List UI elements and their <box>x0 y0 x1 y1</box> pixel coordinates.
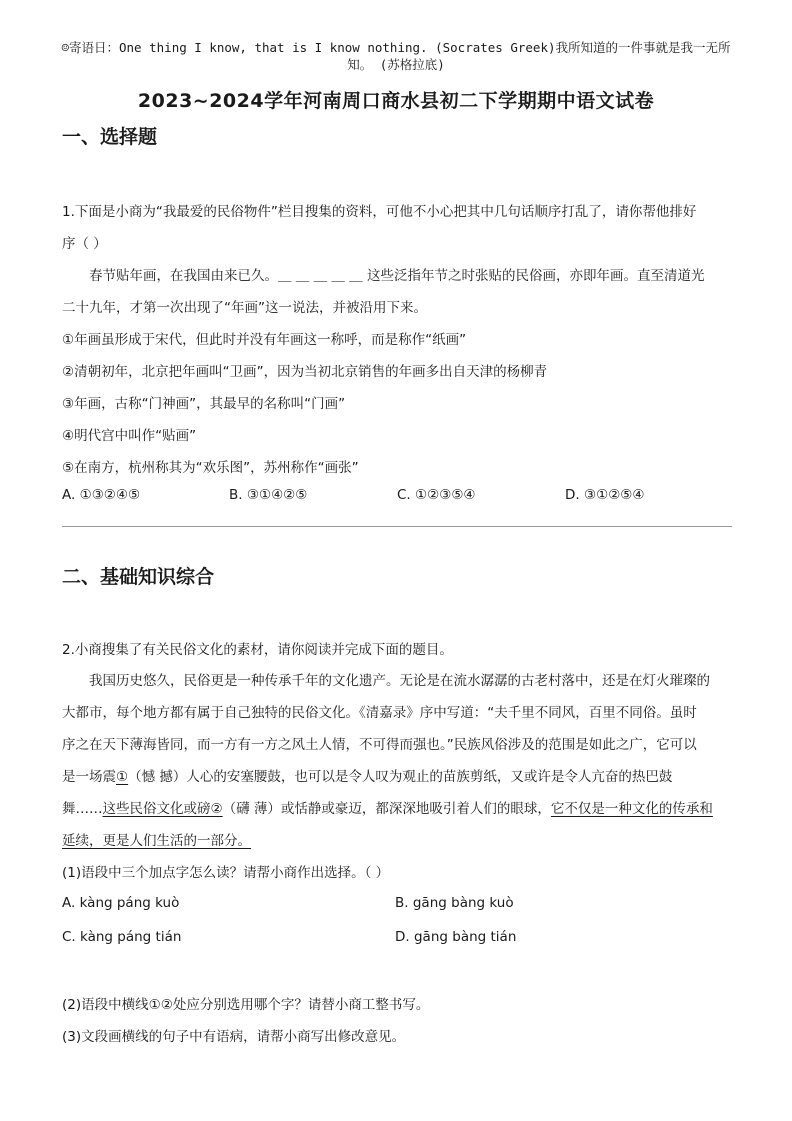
q1-option-d[interactable] <box>565 487 645 503</box>
document-title: 2023~2024学年河南周口商水县初二下学期期中语文试卷 <box>137 90 655 112</box>
q1-option-a[interactable] <box>62 487 140 503</box>
option-label: D. <box>565 487 580 503</box>
option-text: gāng bàng kuò <box>412 895 514 911</box>
q2-sub1-option-a[interactable] <box>62 895 179 911</box>
q1-passage-line-2: 二十九年，才第一次出现了“年画”这一说法，并被沿用下来。 <box>62 300 427 316</box>
option-text: ③①②⑤④ <box>583 487 645 503</box>
section-2-heading: 二、基础知识综合 <box>62 566 215 588</box>
q2-passage-line-2: 大都市，每个地方都有属于自己独特的民俗文化。《清嘉录》序中写道：“夫千里不同风，百里不同俗。虽时 <box>62 705 697 721</box>
q1-passage-line-1: 春节贴年画，在我国由来已久。＿ ＿ ＿ ＿ ＿ 这些泛指年节之时张贴的民俗画，亦即年画。直至清道光 <box>89 268 705 284</box>
q1-item-1: ①年画虽形成于宋代，但此时并没有年画这一称呼，而是称作“纸画” <box>62 332 467 348</box>
underlined-sentence-part-3: 延续，更是人们生活的一部分。 <box>62 833 251 849</box>
underlined-sentence-part-2: 它不仅是一种文化的传承和 <box>550 801 713 817</box>
passage-text: 舞…… <box>62 801 103 817</box>
passage-text: 是一场震 <box>62 769 116 785</box>
motto-line-2: 知。 (苏格拉底) <box>347 57 445 72</box>
q2-passage-line-1: 我国历史悠久，民俗更是一种传承千年的文化遗产。无论是在流水潺潺的古老村落中，还是在灯火璀璨的 <box>89 673 710 689</box>
option-label: A. <box>62 895 76 911</box>
passage-text: （礴 薄）或恬静或豪迈，都深深地吸引着人们的眼球， <box>222 801 551 817</box>
motto-header <box>40 39 752 73</box>
section-divider <box>62 526 732 527</box>
q2-sub1-option-b[interactable] <box>395 895 514 911</box>
underlined-sentence-part-1: 这些民俗文化或磅 <box>102 801 211 817</box>
option-text: ①②③⑤④ <box>415 487 476 503</box>
option-label: D. <box>395 929 410 945</box>
q1-stem-line-1: 1.下面是小商为“我最爱的民俗物件”栏目搜集的资料，可他不小心把其中几句话顺序打乱了，请你帮他排好 <box>62 204 697 220</box>
option-label: B. <box>229 487 243 503</box>
option-text: gāng bàng tián <box>413 929 517 945</box>
q2-sub1-option-c[interactable] <box>62 929 181 945</box>
motto-line-1: ☺寄语日：One thing I know, that is I know nothing. (Socrates Greek)我所知道的一件事就是我一无所 <box>61 40 731 55</box>
q1-option-b[interactable] <box>229 487 307 503</box>
option-label: A. <box>62 487 76 503</box>
option-text: kàng páng kuò <box>79 895 180 911</box>
q2-passage-line-6 <box>62 829 732 849</box>
option-label: B. <box>395 895 409 911</box>
option-text: kàng páng tián <box>80 929 182 945</box>
passage-text: （憾 撼）人心的安塞腰鼓，也可以是令人叹为观止的苗族剪纸，又或许是令人亢奋的热巴鼓 <box>128 769 673 785</box>
q1-item-3: ③年画，古称“门神画”，其最早的名称叫“门画” <box>62 396 346 412</box>
q2-sub-1: (1)语段中三个加点字怎么读？请帮小商作出选择。（ ） <box>62 865 390 881</box>
q1-item-2: ②清朝初年，北京把年画叫“卫画”，因为当初北京销售的年画多出自天津的杨柳青 <box>62 364 548 380</box>
option-text: ③①④②⑤ <box>246 487 308 503</box>
q1-stem-line-2: 序（ ） <box>62 236 107 252</box>
q1-option-c[interactable] <box>397 487 476 503</box>
q2-passage-line-3: 序之在天下薄海皆同，而一方有一方之风土人情，不可得而强也。”民族风俗涉及的范围是如此之广，它可以 <box>62 737 697 753</box>
option-label: C. <box>397 487 411 503</box>
q2-sub-3: (3)文段画横线的句子中有语病，请帮小商写出修改意见。 <box>62 1029 406 1045</box>
q2-sub-2: (2)语段中横线①②处应分别选用哪个字？请替小商工整书写。 <box>62 997 430 1013</box>
blank-1[interactable]: ① <box>116 769 129 785</box>
q2-passage-line-5 <box>62 797 732 817</box>
q1-item-4: ④明代宫中叫作“贴画” <box>62 428 197 444</box>
q2-passage-line-4 <box>62 765 732 785</box>
q2-stem: 2.小商搜集了有关民俗文化的素材，请你阅读并完成下面的题目。 <box>62 642 453 658</box>
q1-item-5: ⑤在南方，杭州称其为“欢乐图”，苏州称作“画张” <box>62 460 359 476</box>
section-1-heading: 一、选择题 <box>62 126 158 148</box>
option-text: ①③②④⑤ <box>79 487 141 503</box>
option-label: C. <box>62 929 76 945</box>
q2-sub1-option-d[interactable] <box>395 929 516 945</box>
blank-2[interactable]: ② <box>210 801 223 817</box>
